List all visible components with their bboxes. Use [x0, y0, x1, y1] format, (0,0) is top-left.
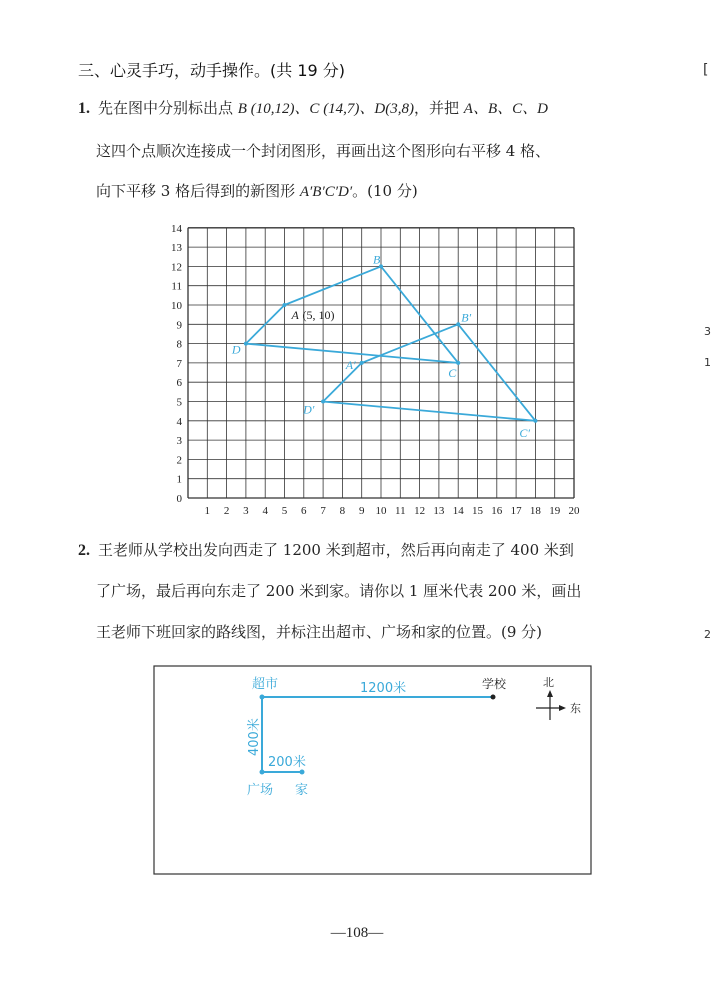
- dist-east-label: 200米: [268, 755, 306, 770]
- point-label: D′: [303, 402, 315, 417]
- page-number: —108—: [330, 925, 384, 941]
- y-tick-label: 12: [171, 261, 182, 274]
- q1-text-a: 先在图中分别标出点: [98, 99, 238, 117]
- supermarket-dot: [260, 695, 265, 700]
- coordinate-grid: [150, 218, 590, 528]
- point-label: B′: [461, 310, 472, 325]
- x-tick-label: 9: [358, 505, 365, 517]
- x-tick-label: 3: [243, 505, 249, 517]
- x-tick-label: 18: [529, 505, 541, 517]
- y-tick-label: 3: [176, 435, 182, 448]
- y-tick-label: 0: [176, 493, 182, 505]
- dist-south-label: 400米: [247, 718, 262, 756]
- y-tick-label: 1: [176, 473, 182, 486]
- figure-A′B′C′D′: [323, 324, 535, 421]
- q2-line1: [78, 539, 574, 560]
- q2-number: 2.: [78, 542, 90, 559]
- y-tick-label: 9: [176, 319, 182, 332]
- edge-mark-c: 2: [704, 628, 711, 641]
- figure-ABCD: [246, 266, 458, 363]
- y-tick-label: 2: [176, 454, 182, 467]
- point-A: [283, 303, 287, 307]
- q1-line2: 这四个点顺次连接成一个封闭图形，再画出这个图形向右平移 4 格、: [96, 142, 551, 160]
- x-tick-label: 6: [301, 505, 307, 517]
- q1-points-abcd: A、B、C、D: [463, 101, 548, 117]
- point-D: [244, 342, 248, 346]
- x-tick-label: 11: [395, 505, 406, 517]
- x-tick-label: 4: [262, 505, 268, 517]
- x-tick-label: 7: [320, 505, 326, 517]
- east-label: 东: [570, 702, 581, 715]
- point-D′: [321, 400, 325, 404]
- edge-bracket: [: [703, 62, 709, 78]
- q2-line2: 了广场，最后再向东走了 200 米到家。请你以 1 厘米代表 200 米，画出: [96, 582, 582, 600]
- q1-number: 1.: [78, 100, 90, 117]
- x-tick-label: 2: [223, 505, 230, 517]
- point-A′: [360, 361, 364, 365]
- edge-mark-b: 1: [704, 356, 711, 369]
- y-tick-label: 13: [171, 242, 182, 255]
- x-tick-label: 16: [491, 505, 503, 517]
- point-C: [456, 361, 460, 365]
- x-tick-label: 15: [472, 505, 483, 517]
- x-tick-label: 8: [339, 505, 346, 517]
- x-tick-label: 10: [375, 505, 387, 517]
- supermarket-label: 超市: [252, 677, 279, 692]
- y-tick-label: 4: [176, 415, 182, 428]
- point-label: A′: [345, 357, 356, 372]
- x-tick-label: 5: [281, 505, 288, 517]
- x-tick-label: 14: [452, 505, 464, 517]
- q2-line3: 王老师下班回家的路线图，并标注出超市、广场和家的位置。(9 分): [96, 623, 543, 641]
- point-C′: [533, 419, 537, 423]
- compass-icon: [536, 690, 566, 720]
- y-tick-label: 8: [176, 338, 182, 351]
- y-tick-label: 5: [176, 396, 182, 409]
- square-dot: [260, 770, 265, 775]
- q1-text-c: 向下平移 3 格后得到的新图形: [96, 182, 300, 200]
- q1-line1: [78, 97, 548, 118]
- dist-west-label: 1200米: [360, 681, 407, 696]
- x-tick-label: 13: [433, 505, 445, 517]
- x-tick-label: 12: [414, 505, 426, 517]
- point-a-annotation: (5, 10): [302, 308, 335, 322]
- section-title: 三、心灵手巧，动手操作。(共 19 分): [78, 61, 346, 80]
- x-tick-label: 19: [549, 505, 561, 517]
- point-label: C′: [519, 425, 531, 440]
- y-tick-label: 11: [171, 280, 182, 293]
- north-label: 北: [543, 676, 554, 689]
- x-tick-label: 1: [204, 505, 211, 517]
- q1-text-d: 。(10 分): [352, 182, 418, 200]
- route-map-box: [150, 662, 595, 878]
- x-tick-label: 17: [510, 505, 522, 517]
- point-label: B: [373, 252, 381, 267]
- home-dot: [300, 770, 305, 775]
- q1-text-b: ，并把: [414, 99, 464, 117]
- point-B′: [456, 322, 460, 326]
- q1-new-figure: A′B′C′D′: [299, 184, 353, 200]
- square-label: 广场: [247, 783, 274, 798]
- y-tick-label: 10: [171, 300, 182, 312]
- y-tick-label: 7: [176, 357, 182, 370]
- point-label: D: [231, 342, 241, 357]
- q1-points: B (10,12)、C (14,7)、D(3,8): [237, 101, 415, 117]
- y-tick-label: 6: [176, 377, 182, 390]
- x-tick-label: 20: [568, 505, 580, 517]
- y-tick-label: 14: [171, 222, 182, 235]
- school-dot: [491, 695, 496, 700]
- q2-text-1: 王老师从学校出发向西走了 1200 米到超市，然后再向南走了 400 米到: [98, 541, 574, 559]
- home-label: 家: [295, 783, 309, 798]
- point-label: A: [291, 308, 299, 322]
- point-label: C: [448, 365, 457, 380]
- q1-line3: [96, 180, 418, 201]
- school-label: 学校: [482, 677, 507, 691]
- edge-mark-a: 3: [704, 325, 711, 338]
